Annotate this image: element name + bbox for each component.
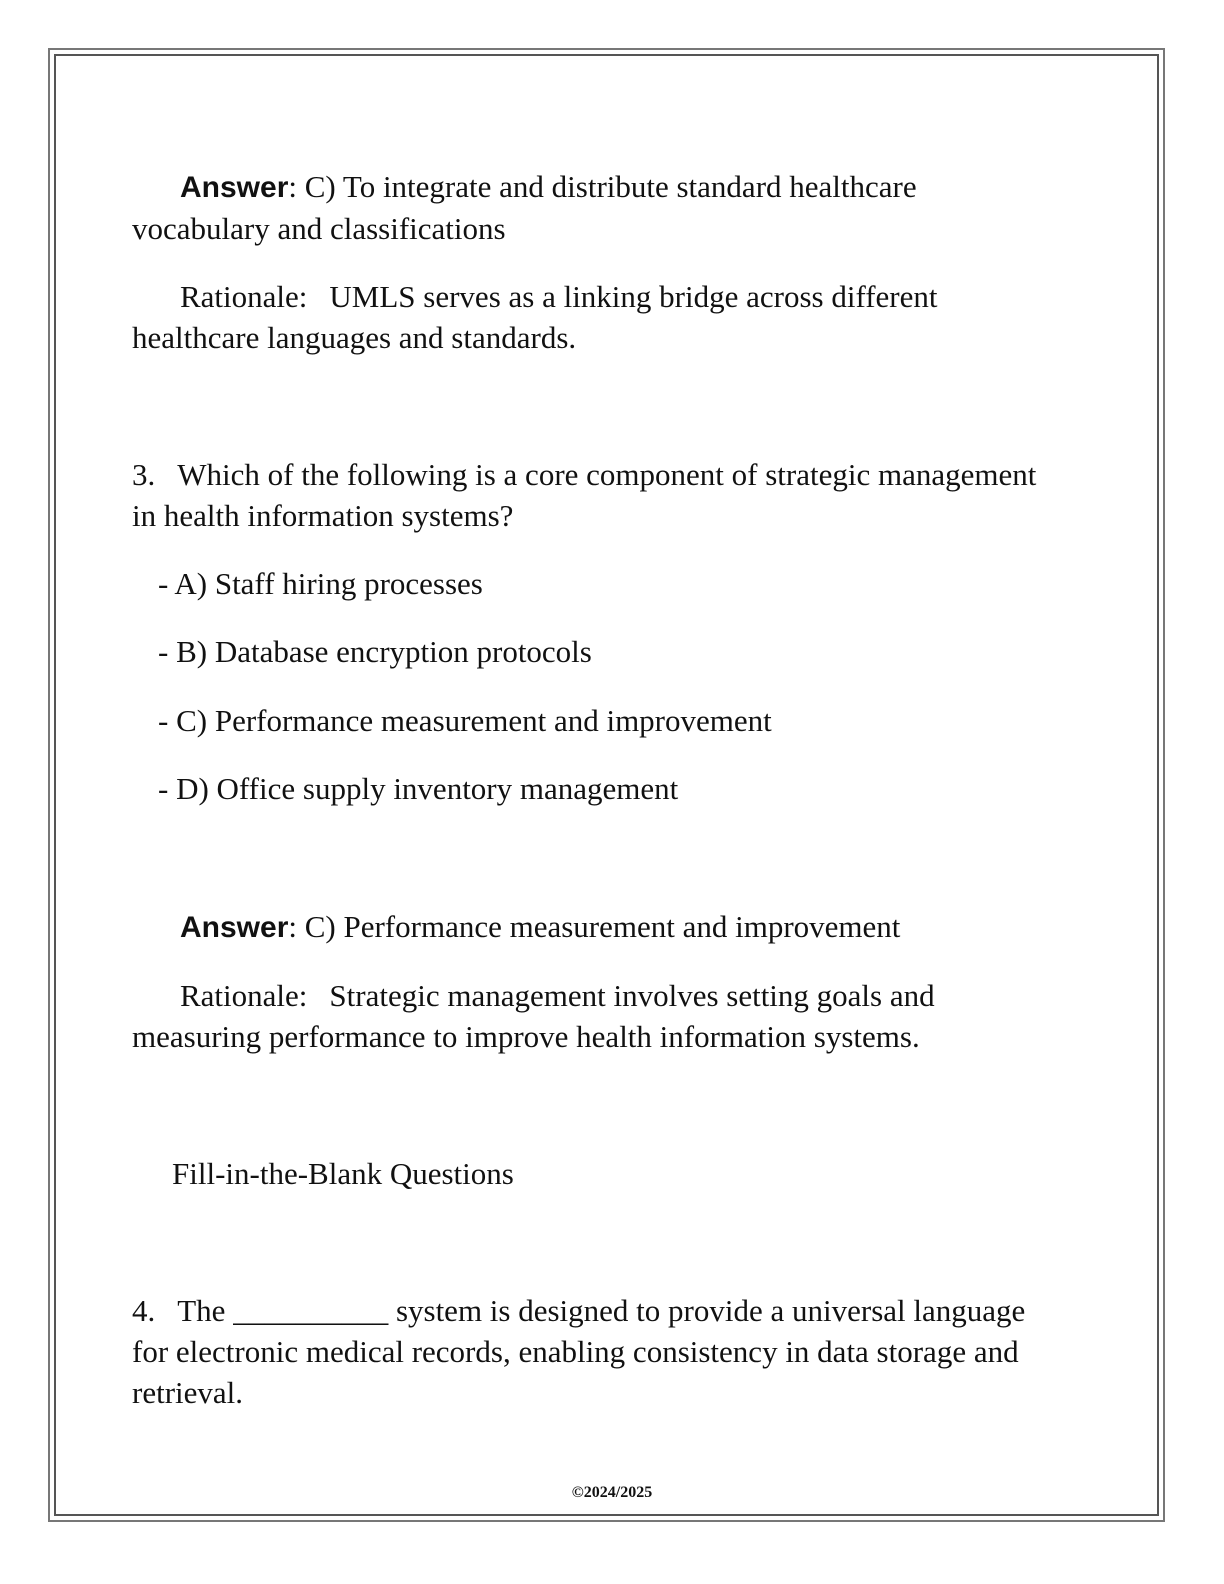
question-text: The __________ system is designed to provide a universal language for electronic medical records, enabling consistency in data storage and retrieval. — [132, 1293, 1026, 1410]
answer-3 — [132, 906, 1037, 948]
question-number: 3. — [132, 457, 156, 492]
option-b: - B) Database encryption protocols — [158, 634, 592, 669]
answer-label: Answer — [180, 911, 289, 944]
rationale-text: Strategic management involves setting goals and measuring performance to improve health information systems. — [132, 978, 935, 1054]
rationale-label: Rationale: — [180, 978, 308, 1013]
question-3 — [132, 454, 1037, 536]
question-4 — [132, 1290, 1037, 1413]
copyright-footer: ©2024/2025 — [571, 1484, 653, 1501]
answer-2 — [132, 166, 1037, 249]
answer-text: : C) To integrate and distribute standard healthcare vocabulary and classifications — [132, 169, 917, 246]
option-c: - C) Performance measurement and improvement — [158, 703, 772, 738]
question-text: Which of the following is a core component of strategic management in health information systems? — [132, 457, 1037, 533]
rationale-3 — [132, 975, 1037, 1057]
option-d: - D) Office supply inventory management — [158, 771, 679, 806]
option-a: - A) Staff hiring processes — [158, 566, 483, 601]
rationale-2 — [132, 276, 1037, 358]
question-number: 4. — [132, 1293, 156, 1328]
rationale-text: UMLS serves as a linking bridge across different healthcare languages and standards. — [132, 279, 938, 355]
section-heading: Fill-in-the-Blank Questions — [172, 1156, 514, 1191]
rationale-label: Rationale: — [180, 279, 308, 314]
answer-text: : C) Performance measurement and improvement — [288, 909, 901, 944]
answer-label: Answer — [180, 171, 289, 204]
